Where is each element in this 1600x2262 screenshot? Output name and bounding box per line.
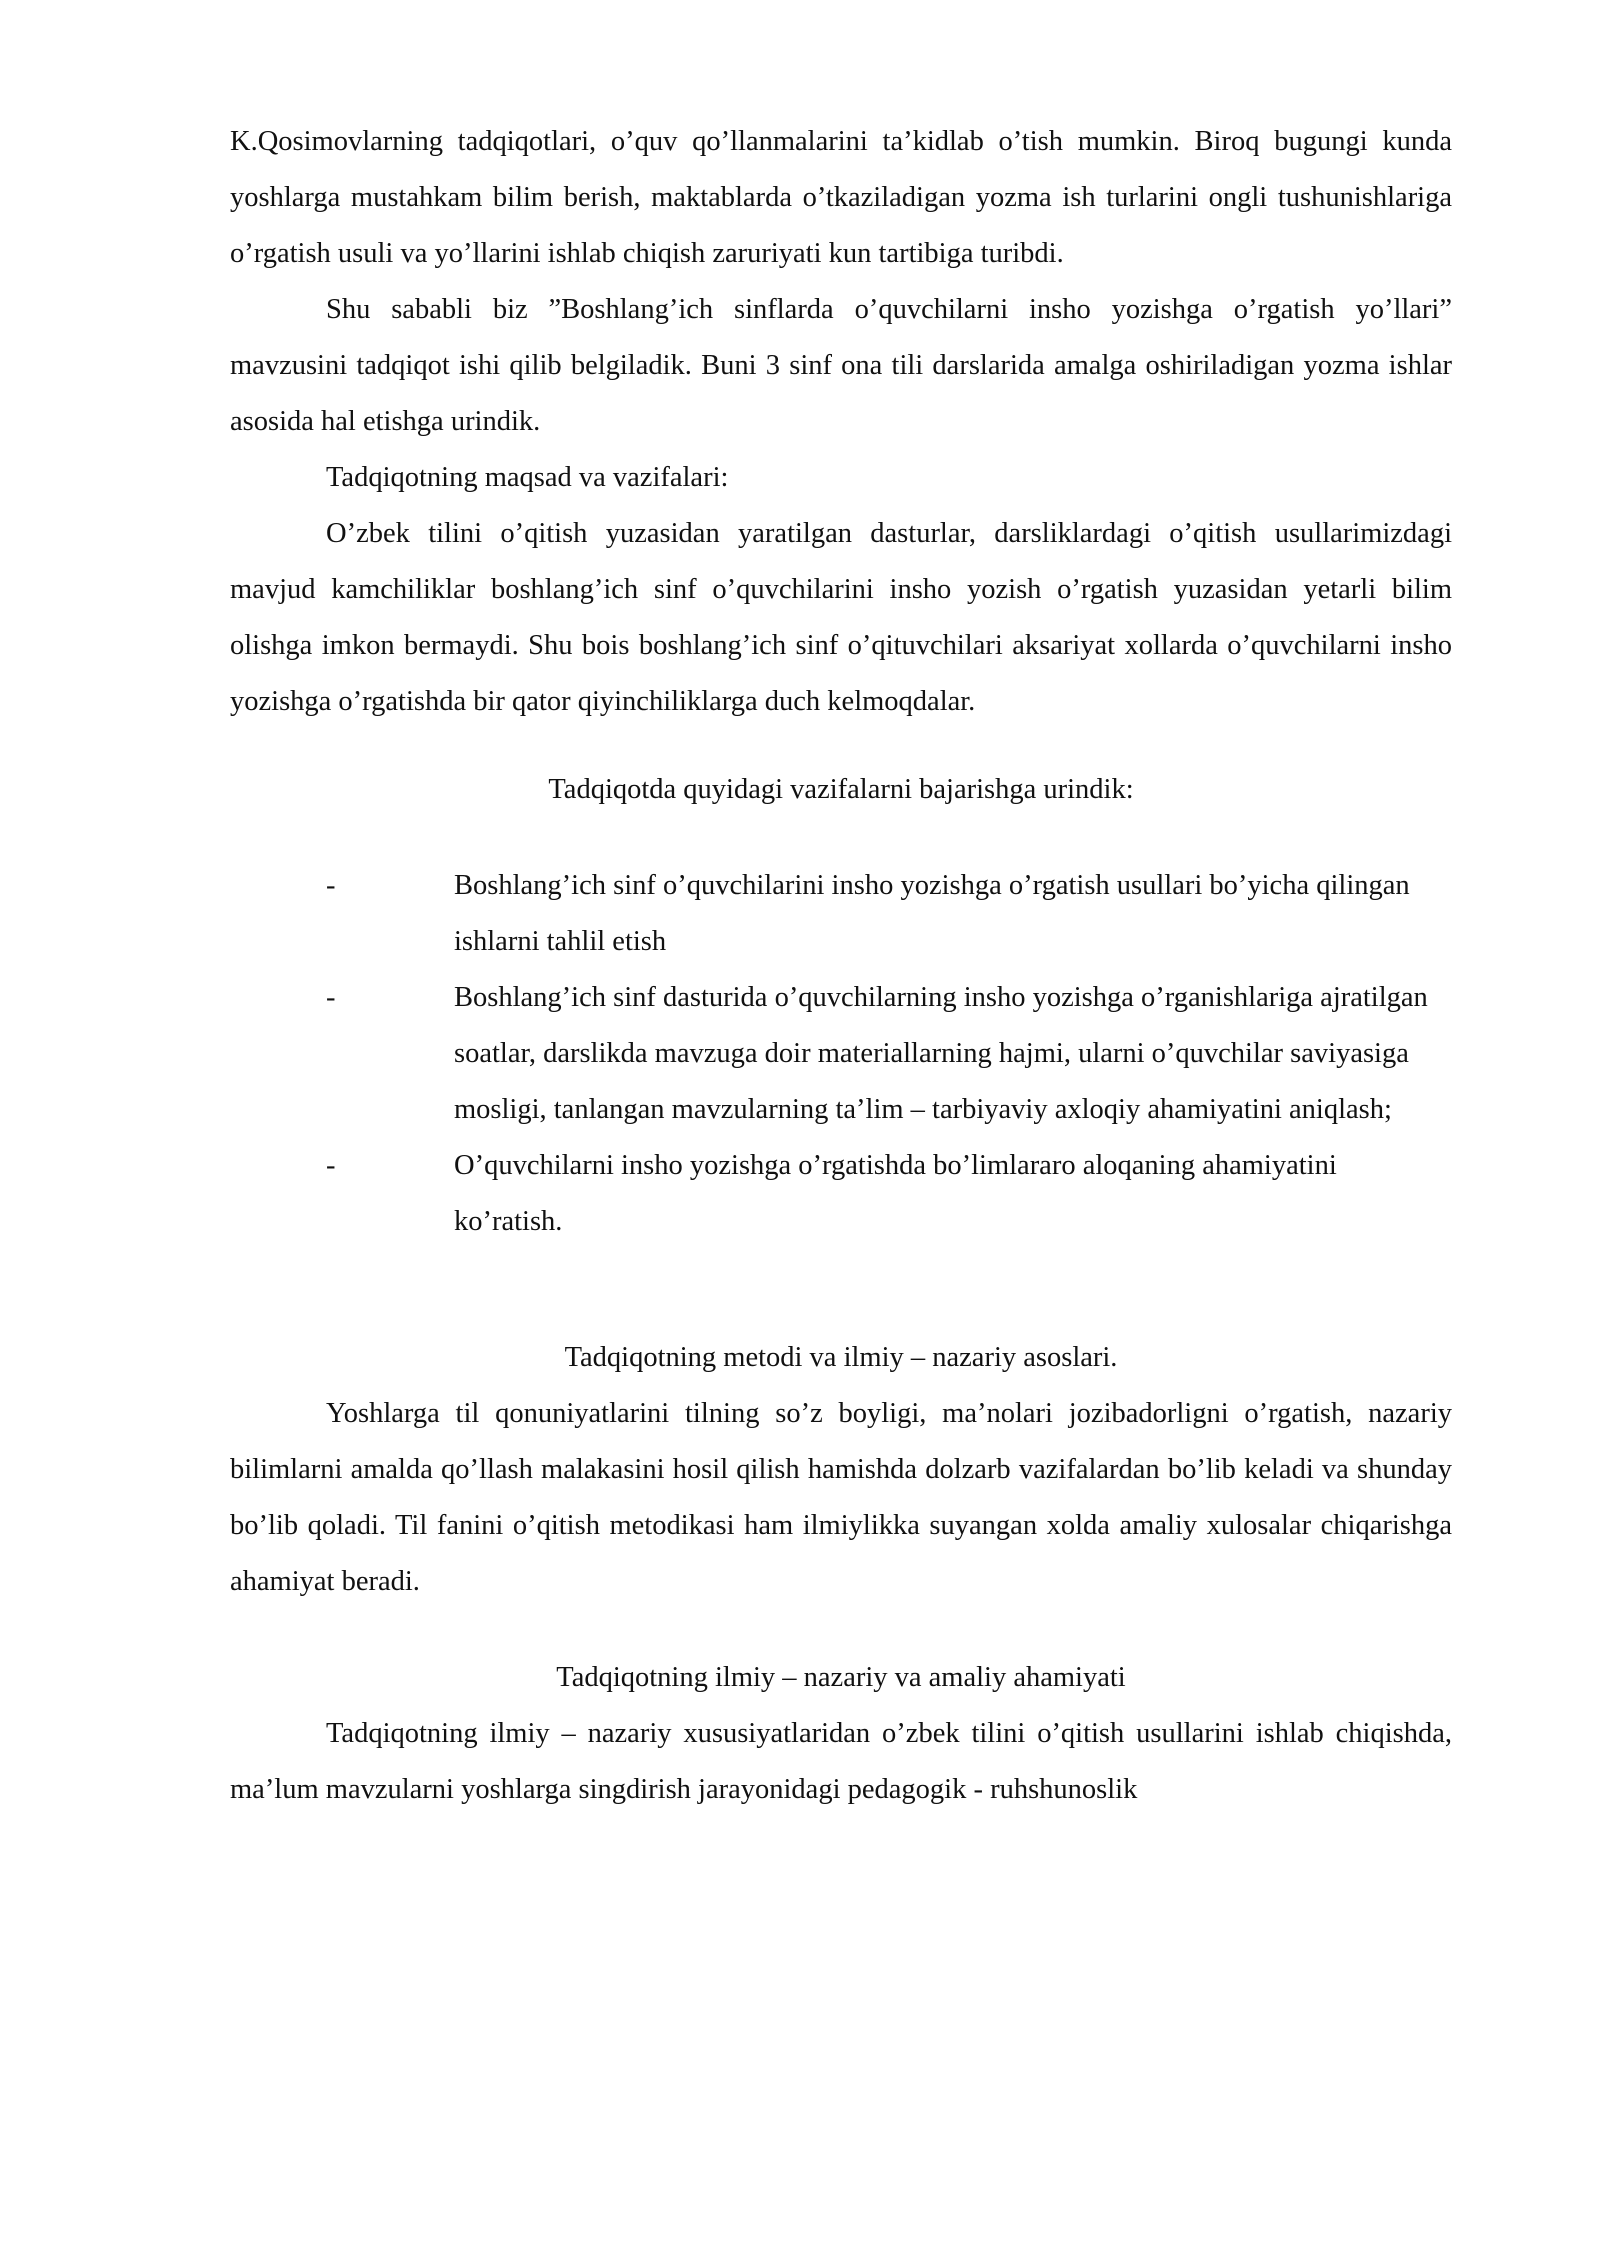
list-item bbox=[230, 858, 1452, 970]
goals-paragraph: O’zbek tilini o’qitish yuzasidan yaratilgan dasturlar, darsliklardagi o’qitish usullarimizdagi mavjud kamchiliklar boshlang’ich sinf o’quvchilarini insho yozish o’rgatish yuzasidan yetarli bilim olishga imkon bermaydi. Shu bois boshlang’ich sinf o’qituvchilari aksariyat xollarda o’quvchilarni insho yozishga o’rgatishda bir qator qiyinchiliklarga duch kelmoqdalar. bbox=[230, 518, 1452, 717]
goals-heading: Tadqiqotning maqsad va vazifalari: bbox=[326, 462, 729, 493]
document-body bbox=[230, 114, 1452, 1818]
list-item-text: Boshlang’ich sinf o’quvchilarini insho yozishga o’rgatish usullari bo’yicha qilingan ishlarni tahlil etish bbox=[454, 870, 1410, 957]
list-marker: - bbox=[326, 870, 336, 901]
list-item bbox=[230, 970, 1452, 1138]
tasks-heading: Tadqiqotda quyidagi vazifalarni bajarishga urindik: bbox=[548, 774, 1134, 805]
practical-heading: Tadqiqotning ilmiy – nazariy va amaliy ahamiyati bbox=[556, 1662, 1126, 1693]
method-heading: Tadqiqotning metodi va ilmiy – nazariy asoslari. bbox=[564, 1342, 1118, 1373]
tasks-list bbox=[230, 858, 1452, 1250]
list-item bbox=[230, 1138, 1452, 1250]
list-marker: - bbox=[326, 982, 336, 1013]
list-item-text: O’quvchilarni insho yozishga o’rgatishda bo’limlararo aloqaning ahamiyatini ko’ratish. bbox=[454, 1150, 1337, 1237]
intro-paragraph: K.Qosimovlarning tadqiqotlari, o’quv qo’llanmalarini ta’kidlab o’tish mumkin. Biroq bugungi kunda yoshlarga mustahkam bilim berish, maktablarda o’tkaziladigan yozma ish turlarini ongli tushunishlariga o’rgatish usuli va yo’llarini ishlab chiqish zaruriyati kun tartibiga turibdi. bbox=[230, 126, 1452, 269]
list-item-text: Boshlang’ich sinf dasturida o’quvchilarning insho yozishga o’rganishlariga ajratilgan soatlar, darslikda mavzuga doir materiallarning hajmi, ularni o’quvchilar saviyasiga mosligi, tanlangan mavzularning ta’lim – tarbiyaviy axloqiy ahamiyatini aniqlash; bbox=[454, 982, 1428, 1125]
practical-paragraph: Tadqiqotning ilmiy – nazariy xususiyatlaridan o’zbek tilini o’qitish usullarini ishlab chiqishda, ma’lum mavzularni yoshlarga singdirish jarayonidagi pedagogik - ruhshunoslik bbox=[230, 1718, 1452, 1805]
method-paragraph: Yoshlarga til qonuniyatlarini tilning so’z boyligi, ma’nolari jozibadorligni o’rgatish, nazariy bilimlarni amalda qo’llash malakasini hosil qilish hamishda dolzarb vazifalardan bo’lib keladi va shunday bo’lib qoladi. Til fanini o’qitish metodikasi ham ilmiylikka suyangan xolda amaliy xulosalar chiqarishga ahamiyat beradi. bbox=[230, 1398, 1452, 1597]
list-marker: - bbox=[326, 1150, 336, 1181]
topic-paragraph: Shu sababli biz ”Boshlang’ich sinflarda o’quvchilarni insho yozishga o’rgatish yo’llari” mavzusini tadqiqot ishi qilib belgiladik. Buni 3 sinf ona tili darslarida amalga oshiriladigan yozma ishlar asosida hal etishga urindik. bbox=[230, 294, 1452, 437]
